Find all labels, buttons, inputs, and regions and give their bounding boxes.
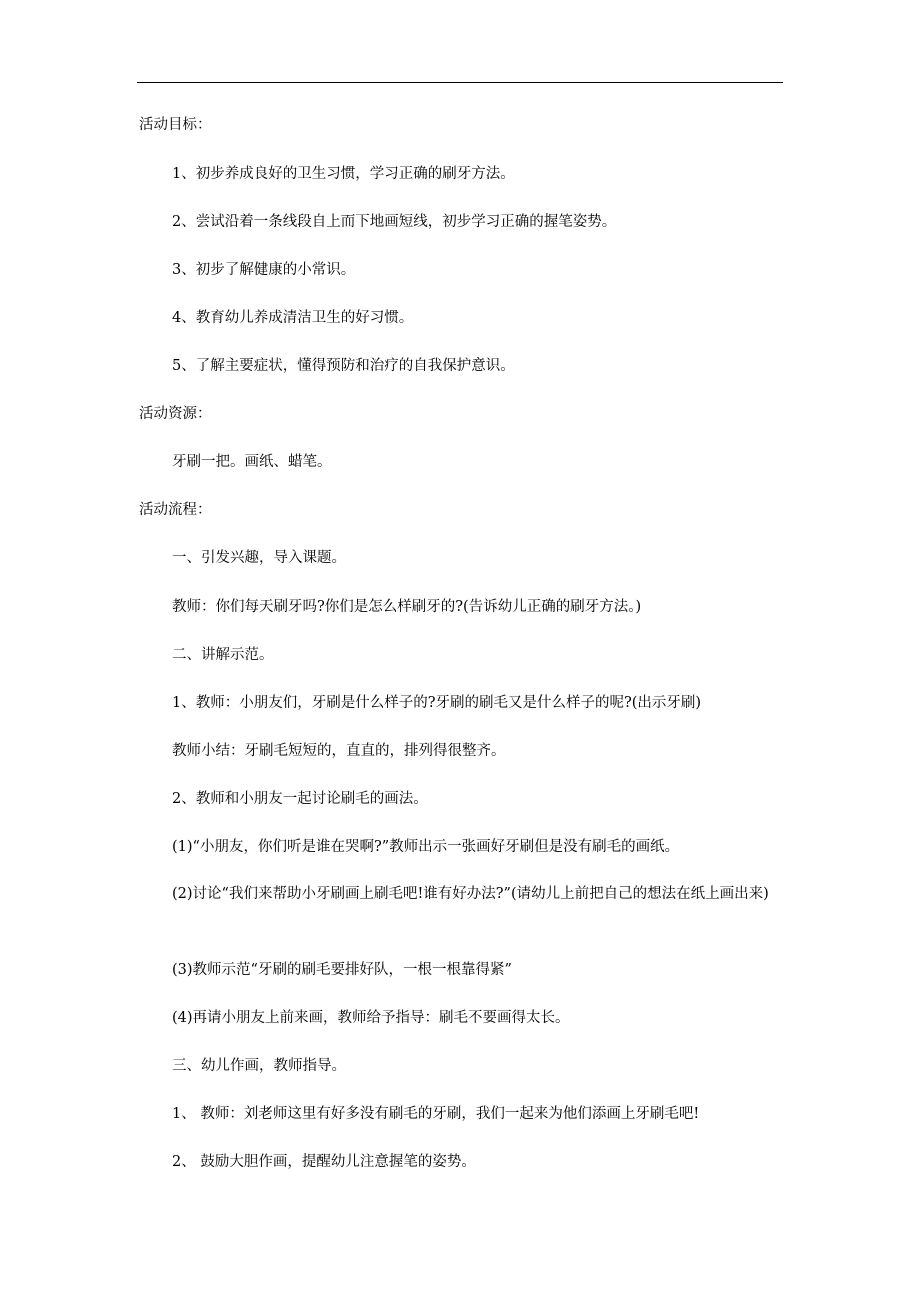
- process-line: (4)再请小朋友上前来画，教师给予指导：刷毛不要画得太长。: [172, 1010, 570, 1026]
- resources-text: 牙刷一把。画纸、蜡笔。: [172, 454, 332, 470]
- process-line: 二、讲解示范。: [172, 647, 274, 663]
- section-heading-process: 活动流程：: [139, 502, 212, 518]
- process-line: 教师：你们每天刷牙吗?你们是怎么样刷牙的?(告诉幼儿正确的刷牙方法。): [172, 599, 642, 615]
- goal-item: 5、了解主要症状，懂得预防和治疗的自我保护意识。: [172, 358, 515, 374]
- goal-item: 1、初步养成良好的卫生习惯，学习正确的刷牙方法。: [172, 166, 515, 182]
- section-heading-goals: 活动目标：: [139, 117, 212, 133]
- process-line: 三、幼儿作画，教师指导。: [172, 1058, 346, 1074]
- goal-item: 2、尝试沿着一条线段自上而下地画短线，初步学习正确的握笔姿势。: [172, 214, 617, 230]
- process-line-wrapped: (2)讨论“我们来帮助小牙刷画上刷毛吧!谁有好办法?”(请幼儿上前把自己的想法在纸上画出来): [172, 886, 769, 902]
- process-line: 2、教师和小朋友一起讨论刷毛的画法。: [172, 791, 428, 807]
- process-line: (1)“小朋友，你们听是谁在哭啊?”教师出示一张画好牙刷但是没有刷毛的画纸。: [172, 839, 680, 855]
- process-line: 1、教师：小朋友们，牙刷是什么样子的?牙刷的刷毛又是什么样子的呢?(出示牙刷): [172, 695, 702, 711]
- process-line: 一、引发兴趣，导入课题。: [172, 550, 346, 566]
- header-rule: [137, 82, 783, 83]
- goal-item: 3、初步了解健康的小常识。: [172, 262, 356, 278]
- process-line: (3)教师示范“牙刷的刷毛要排好队，一根一根靠得紧”: [172, 962, 512, 978]
- process-line: 2、 鼓励大胆作画，提醒幼儿注意握笔的姿势。: [172, 1154, 476, 1170]
- process-line: 教师小结：牙刷毛短短的，直直的，排列得很整齐。: [172, 743, 506, 759]
- goal-item: 4、教育幼儿养成清洁卫生的好习惯。: [172, 310, 414, 326]
- section-heading-resources: 活动资源：: [139, 406, 212, 422]
- process-line: 1、 教师：刘老师这里有好多没有刷毛的牙刷，我们一起来为他们添画上牙刷毛吧!: [172, 1106, 700, 1122]
